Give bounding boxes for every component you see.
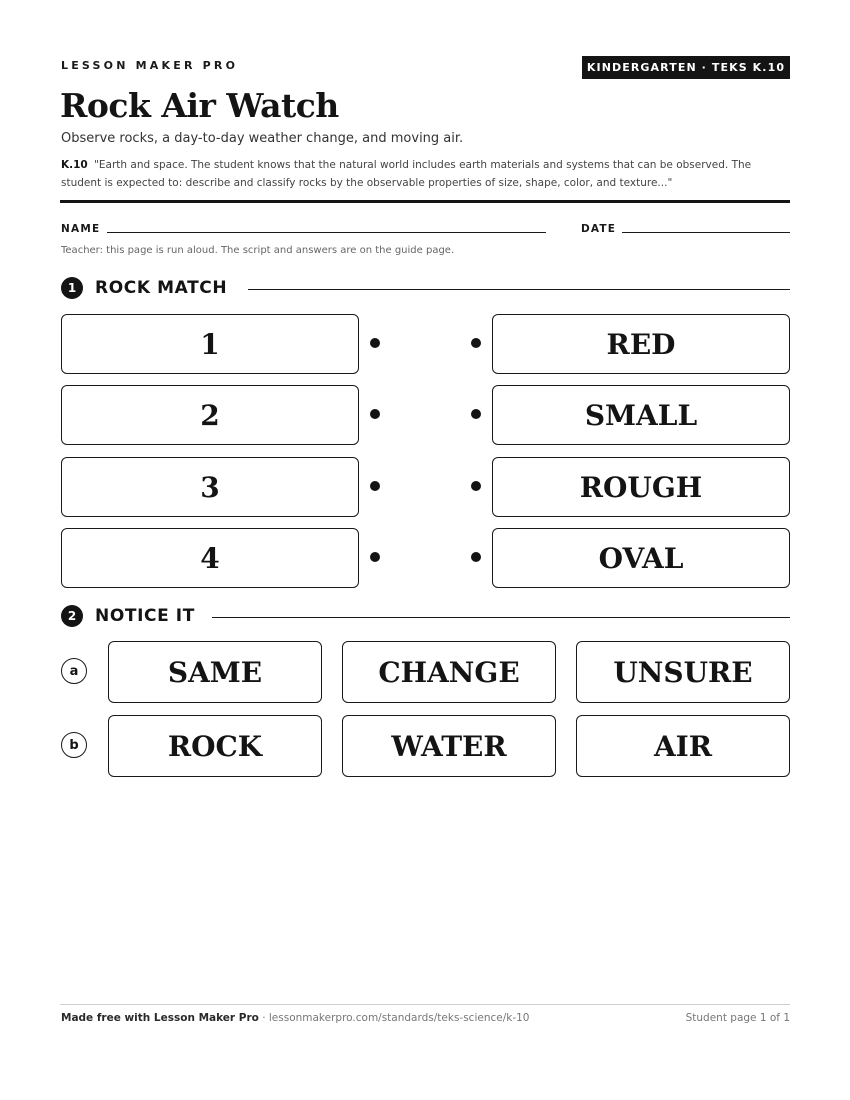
section-notice-it-heading (61, 605, 195, 627)
match-left-item: 4 (61, 528, 359, 588)
section-number-badge: 1 (61, 277, 83, 299)
match-right-item: RED (492, 314, 790, 374)
footer-made-with: Made free with Lesson Maker Pro (61, 1012, 259, 1024)
match-right-item: OVAL (492, 528, 790, 588)
match-right-dot[interactable] (471, 481, 481, 491)
footer-page-number: Student page 1 of 1 (685, 1012, 790, 1024)
teacher-note: Teacher: this page is run aloud. The script and answers are on the guide page. (61, 245, 455, 256)
standard-description (61, 156, 781, 192)
choice-box[interactable]: CHANGE (342, 641, 556, 703)
section-title: ROCK MATCH (95, 278, 228, 298)
match-right-dot[interactable] (471, 338, 481, 348)
match-right-dot[interactable] (471, 409, 481, 419)
match-right-item: SMALL (492, 385, 790, 445)
worksheet-title: Rock Air Watch (60, 86, 339, 125)
choice-box[interactable]: SAME (108, 641, 322, 703)
name-label: NAME (61, 223, 101, 235)
worksheet-subtitle: Observe rocks, a day-to-day weather change, and moving air. (61, 131, 464, 146)
row-letter-a: a (61, 658, 87, 684)
section-divider (248, 289, 790, 290)
choice-box[interactable]: WATER (342, 715, 556, 777)
match-left-dot[interactable] (370, 481, 380, 491)
match-left-dot[interactable] (370, 338, 380, 348)
section-rock-match-heading (61, 277, 227, 299)
choice-box[interactable]: AIR (576, 715, 790, 777)
match-left-item: 1 (61, 314, 359, 374)
match-right-item: ROUGH (492, 457, 790, 517)
brand-name: LESSON MAKER PRO (61, 59, 239, 72)
name-field[interactable] (107, 232, 546, 233)
match-left-dot[interactable] (370, 409, 380, 419)
match-right-dot[interactable] (471, 552, 481, 562)
header-divider (60, 200, 790, 203)
choice-box[interactable]: ROCK (108, 715, 322, 777)
choice-box[interactable]: UNSURE (576, 641, 790, 703)
date-field[interactable] (622, 232, 790, 233)
standard-code: K.10 (61, 159, 88, 171)
footer-divider (60, 1004, 790, 1005)
section-divider (212, 617, 790, 618)
match-left-item: 3 (61, 457, 359, 517)
date-label: DATE (581, 223, 617, 235)
footer-url[interactable]: · lessonmakerpro.com/standards/teks-science/k-10 (258, 1012, 530, 1024)
match-left-dot[interactable] (370, 552, 380, 562)
footer-credit (61, 1012, 529, 1024)
section-number-badge: 2 (61, 605, 83, 627)
match-left-item: 2 (61, 385, 359, 445)
standard-text: "Earth and space. The student knows that the natural world includes earth materials and systems that can be observed. The student is expected to: describe and classify rocks by the observable properties of size, shape, color, and texture..." (61, 159, 752, 189)
section-title: NOTICE IT (95, 606, 195, 626)
grade-standard-badge: KINDERGARTEN · TEKS K.10 (582, 56, 790, 79)
row-letter-b: b (61, 732, 87, 758)
